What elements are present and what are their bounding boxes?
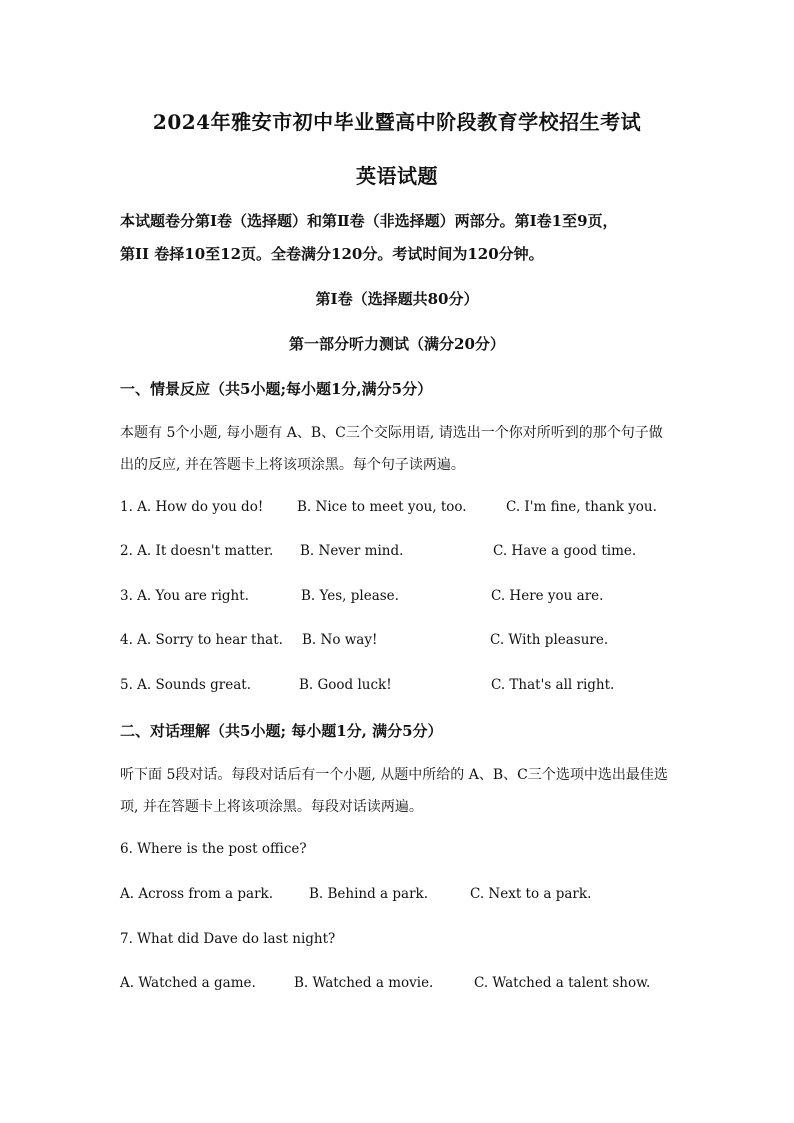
q1-option-c: C. I'm fine, thank you. <box>506 499 657 515</box>
section1-instruction-line-2: 出的反应, 并在答题卡上将该项涂黑。每个句子读两遍。 <box>120 457 465 473</box>
section2-instruction-line-1: 听下面 5段对话。每段对话后有一个小题, 从题中所给的 A、B、C三个选项中选出最佳选 <box>120 767 668 783</box>
section2-instruction-line-2: 项, 并在答题卡上将该项涂黑。每段对话读两遍。 <box>120 799 423 815</box>
q4-option-c: C. With pleasure. <box>490 632 609 648</box>
q5-option-c: C. That's all right. <box>491 677 615 693</box>
q7-option-c: C. Watched a talent show. <box>474 975 651 991</box>
intro-line-2: 第II 卷择10至12页。全卷满分120分。考试时间为120分钟。 <box>120 245 544 263</box>
q6-stem: 6. Where is the post office? <box>120 841 307 857</box>
q3-option-c: C. Here you are. <box>491 588 604 604</box>
q5-option-b: B. Good luck! <box>299 677 392 693</box>
q2-option-a: 2. A. It doesn't matter. <box>120 543 274 559</box>
q7-option-b: B. Watched a movie. <box>294 975 434 991</box>
section1-heading: 一、情景反应（共5小题;每小题1分,满分5分） <box>120 380 433 398</box>
q7-stem: 7. What did Dave do last night? <box>120 931 336 947</box>
q3-option-b: B. Yes, please. <box>301 588 399 604</box>
section2-heading: 二、对话理解（共5小题; 每小题1分, 满分5分） <box>120 722 443 740</box>
exam-title: 2024年雅安市初中毕业暨高中阶段教育学校招生考试 <box>152 110 642 134</box>
q2-option-c: C. Have a good time. <box>493 543 637 559</box>
section1-instruction-line-1: 本题有 5个小题, 每小题有 A、B、C三个交际用语, 请选出一个你对所听到的那个句子做 <box>120 425 663 441</box>
q7-option-a: A. Watched a game. <box>120 975 256 991</box>
q6-option-b: B. Behind a park. <box>309 886 429 902</box>
q4-option-b: B. No way! <box>302 632 378 648</box>
volume1-heading: 第Ⅰ卷（选择题共80分） <box>315 290 479 308</box>
intro-line-1: 本试题卷分第Ⅰ卷（选择题）和第Ⅱ卷（非选择题）两部分。第Ⅰ卷1至9页， <box>120 212 618 230</box>
q6-option-c: C. Next to a park. <box>470 886 592 902</box>
q2-option-b: B. Never mind. <box>300 543 404 559</box>
q4-option-a: 4. A. Sorry to hear that. <box>120 632 283 648</box>
part1-heading: 第一部分听力测试（满分20分） <box>289 335 505 353</box>
q1-option-a: 1. A. How do you do! <box>120 499 264 515</box>
exam-subtitle: 英语试题 <box>356 164 438 188</box>
q3-option-a: 3. A. You are right. <box>120 588 249 604</box>
q1-option-b: B. Nice to meet you, too. <box>297 499 467 515</box>
q6-option-a: A. Across from a park. <box>120 886 273 902</box>
q5-option-a: 5. A. Sounds great. <box>120 677 251 693</box>
